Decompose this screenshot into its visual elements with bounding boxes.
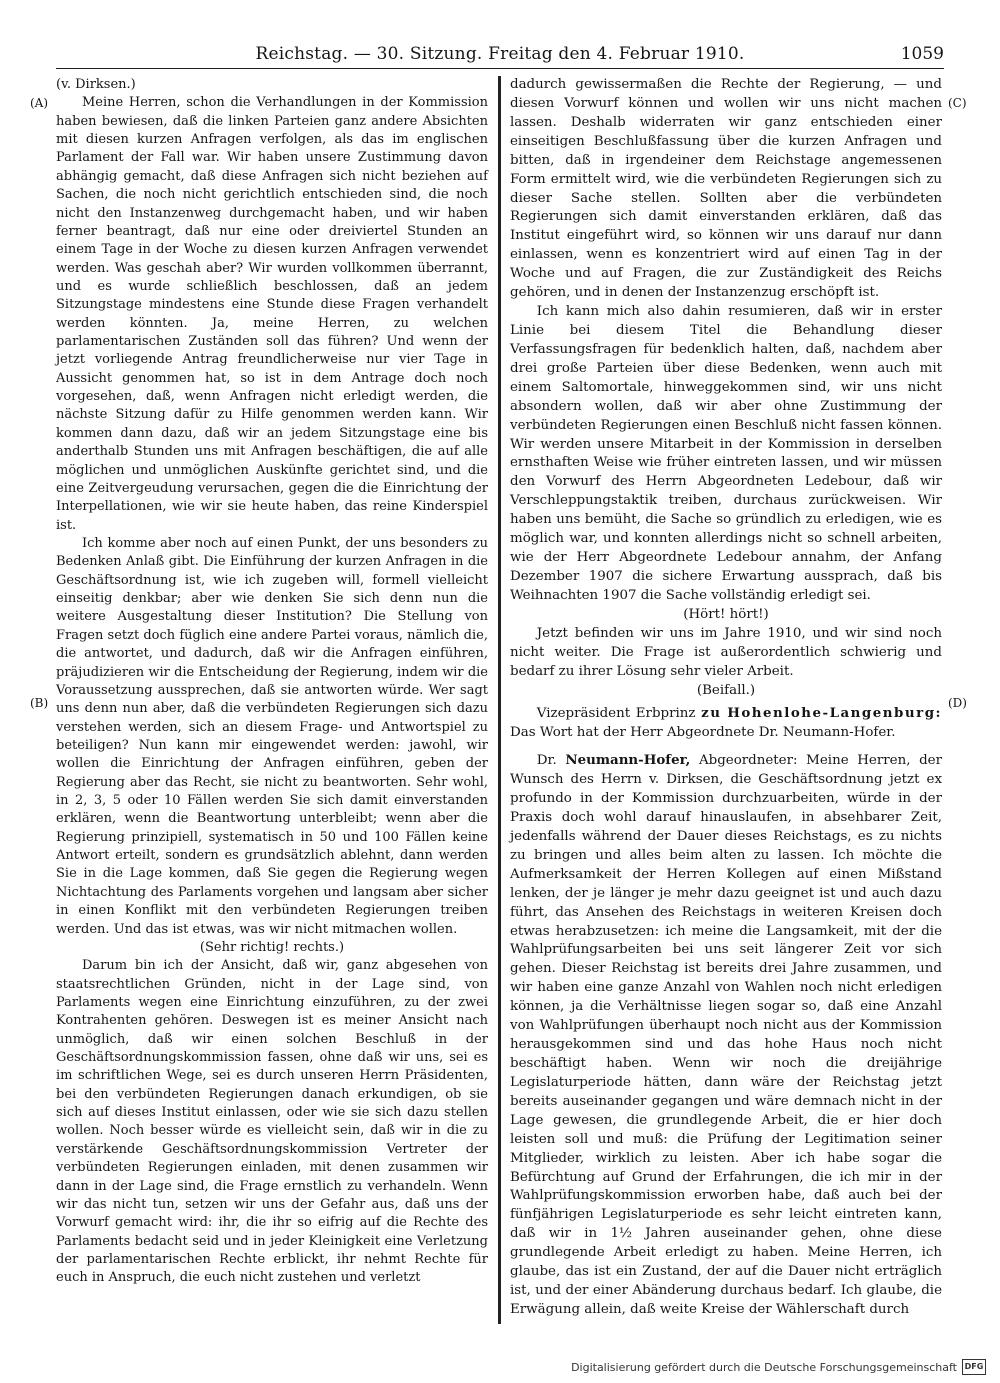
margin-label-c: (C) [948,96,967,110]
paragraph: dadurch gewissermaßen die Rechte der Regierung, — und diesen Vorwurf können und wollen wir uns nicht machen lassen. Deshalb widerraten wir ganz entschieden einer einseitigen Beschlußfassung über die kurzen Anfragen und bitten, daß in irgendeiner dem Reichstage angemessenen Form ermittelt wird, wie die verbündeten Regierungen sich zu dieser Sache stellen. Sollten aber die verbündeten Regierungen sich damit einverstanden erklären, daß das Institut eingeführt wird, so können wir uns darauf nur dann einlassen, wenn es konzentriert wird auf einen Tag in der Woche und auf Fragen, die zur Zuständigkeit des Reichs gehören, und in denen der Instanzenzug erschöpft ist. [510,77,942,301]
paragraph: Ich komme aber noch auf einen Punkt, der uns besonders zu Bedenken Anlaß gibt. Die Einführung der kurzen Anfragen in die Geschäftsordnung ist, wie ich zugeben will, formell vielleicht einseitig denkbar; aber wie denken Sie sich denn nun die weitere Ausgestaltung dieser Institution? Die Stellung von Fragen setzt doch füglich eine andere Partei voraus, nämlich die, die antwortet, und dadurch, daß wir die Anfragen einführen, präjudizieren wir die Entscheidung der Regierung, indem wir die Voraussetzung aussprechen, daß sie antworten würde. Wer sagt uns denn nun aber, daß die verbündeten Regierungen sich dazu verstehen werden, sich an diesem Frage- und Antwortspiel zu beteiligen? Nun kann mir eingewendet werden: jawohl, wir wollen die Einrichtung der Anfragen einführen, geben der Regierung aber das Recht, sie nicht zu beantworten. Sehr wohl, in 2, 3, 5 oder 10 Fällen werden Sie sich damit einverstanden erklären, wenn die Beantwortung unterbleibt; wenn aber die Regierung prinzipiell, systematisch in 50 und 100 Fällen keine Antwort erteilt, sondern es grundsätzlich ablehnt, dann werden Sie in die Lage kommen, daß Sie gegen die Regierung wegen Nichtachtung des Parlaments vorgehen und langsam aber sicher in einen Konflikt mit den verbündeten Regierungen treiben werden. Und das ist etwas, was wir nicht mitmachen wollen. [56,535,488,937]
interjection: (Hört! hört!) [683,606,769,622]
dfg-logo-icon: DFG [962,1359,986,1375]
paragraph: Jetzt befinden wir uns im Jahre 1910, und wir sind noch nicht weiter. Die Frage ist außerordentlich schwierig und bedarf zu ihrer Lösung sehr vieler Arbeit. [510,625,942,679]
interjection: (Beifall.) [696,682,756,698]
speaker-statement [510,751,942,1320]
vp-zu: zu [701,705,722,722]
running-title: Reichstag. — 30. Sitzung. Freitag den 4. Februar 1910. [255,44,745,64]
right-column [510,76,942,1328]
speaker-name: Neumann-Hofer, [565,752,691,769]
paragraph: Darum bin ich der Ansicht, daß wir, ganz abgesehen von staatsrechtlichen Gründen, nicht in der Lage sind, von Parlaments wegen eine Einrichtung einzuführen, zu der zwei Kontrahenten gehören. Deswegen ist es meiner Ansicht nach unmöglich, daß wir einen solchen Beschluß in der Geschäftsordnungskommission fassen, ohne daß wir uns, sei es im schriftlichen Wege, sei es durch unseren Herrn Präsidenten, bei den verbündeten Regierungen danach erkundigen, ob sie sich auf dieses Institut einlassen, oder wie sie sich dazu stellen wollen. Noch besser würde es vielleicht sein, daß wir in die zu verstärkende Geschäftsordnungskommission Vertreter der verbündeten Regierungen einladen, mit denen zusammen wir dann in der Lage sind, die Frage ernstlich zu verhandeln. Wenn wir das nicht tun, setzen wir uns der Gefahr aus, daß uns der Vorwurf gemacht wird: ihr, die ihr so eifrig auf die Rechte des Parlaments bedacht seid und in jeder Kleinigkeit eine Verletzung der parlamentarischen Rechte erblickt, ihr nehmt Rechte für euch in Anspruch, die euch nicht zustehen und verletzt [56,958,488,1286]
footer [571,1357,986,1377]
margin-label-a: (A) [30,96,49,110]
margin-label-d: (D) [948,696,967,710]
footer-text: Digitalisierung gefördert durch die Deutsche Forschungsgemeinschaft [571,1360,957,1374]
speaker-title: Dr. [536,753,557,769]
vice-president-statement [510,704,942,743]
interjection: (Sehr richtig! rechts.) [199,939,345,955]
column-divider [498,76,501,1324]
page-number: 1059 [900,44,944,64]
left-column [56,76,488,1328]
paragraph: Meine Herren, schon die Verhandlungen in der Kommission haben bewiesen, daß die linken Parteien ganz andere Absichten mit diesen kurzen Anfragen verfolgen, als das im englischen Parlament der Fall war. Wir haben unsere Zustimmung davon abhängig gemacht, daß diese Anfragen sich nicht beziehen auf Sachen, die noch nicht gerichtlich entschieden sind, die noch nicht den Instanzenweg durchgemacht haben, und wir haben ferner beantragt, daß nur eine oder dreiviertel Stunden an einem Tage in der Woche zu diesen kurzen Anfragen verwendet werden. Was geschah aber? Wir wurden vollkommen überrannt, und es wurde schließlich beschlossen, daß an jedem Sitzungstage mindestens eine Stunde diese Fragen verhandelt werden könnten. Ja, meine Herren, zu welchen parlamentarischen Zuständen soll das führen? Und wenn der jetzt vorliegende Antrag freundlicherweise nur vier Tage in Aussicht genommen hat, so ist in dem Antrage doch noch vorgesehen, daß, wenn Anfragen nicht erledigt werden, die nächste Sitzung dafür zu Hilfe genommen werden kann. Wir kommen dann dazu, daß wir an jedem Sitzungstage eine bis anderthalb Stunden uns mit Anfragen beschäftigen, die auf alle möglichen und unmöglichen Auskünfte gerichtet sind, und die eine Zeitvergeudung verursachen, gegen die die Einrichtung der Interpellationen, wie wir sie heute haben, das reine Kinderspiel ist. [56,95,488,533]
page-header [56,40,944,69]
vp-title: Vizepräsident Erbprinz [536,706,696,722]
margin-label-b: (B) [30,696,49,710]
speaker-text: Abgeordneter: Meine Herren, der Wunsch des Herrn v. Dirksen, die Geschäftsordnung jetzt ex profundo in der Kommission durchzuarbeiten, würde in der Praxis doch wohl darauf hinauslaufen, in absehbarer Zeit, jedenfalls während der Dauer dieses Reichstags, es zu nichts zu bringen und alles beim alten zu lassen. Ich möchte die Aufmerksamkeit der Herren Kollegen auf einen Mißstand lenken, der je länger je mehr dazu geeignet ist und auch dazu führt, das Ansehen des Reichstags in weiteren Kreisen doch etwas herabzusetzen: ich meine die Langsamkeit, mit der die Wahlprüfungsarbeiten bei uns seit längerer Zeit vor sich gehen. Dieser Reichstag ist bereits drei Jahre zusammen, und wir haben eine ganze Anzahl von Wahlen noch nicht erledigen können, ja die Verhältnisse liegen sogar so, daß eine Anzahl von Wahlprüfungen überhaupt noch nicht aus der Kommission herausgekommen sind und das hohe Haus noch nicht beschäftigt haben. Wenn wir noch die dreijährige Legislaturperiode hätten, dann wäre der Reichstag jetzt bereits auseinander gegangen und wäre demnach nicht in der Lage gewesen, die grundlegende Arbeit, die er hier doch leisten soll und muß: die Prüfung der Legitimation seiner Mitglieder, wirklich zu leisten. Aber ich habe sogar die Befürchtung auf Grund der Erfahrungen, die ich mir in der Wahlprüfungskommission erworben habe, daß auch bei der fünfjährigen Legislaturperiode es sehr leicht eintreten kann, daß wir in 1½ Jahren auseinander gehen, ohne diese grundlegende Arbeit erledigt zu haben. Meine Herren, ich glaube, das ist ein Zustand, der auf die Dauer nicht erträglich ist, und der einer Abänderung durchaus bedarf. Ich glaube, die Erwägung allein, daß weite Kreise der Wählerschaft durch [510,753,942,1317]
vp-text: Das Wort hat der Herr Abgeordnete Dr. Neumann-Hofer. [510,725,896,741]
vp-name: Hohenlohe-Langenburg: [727,705,942,722]
paragraph: Ich kann mich also dahin resumieren, daß wir in erster Linie bei diesem Titel die Behandlung dieser Verfassungsfragen für bedenklich halten, daß, nachdem aber drei große Parteien über diese Bedenken, wenn auch mit einem Saltomortale, hinweggekommen sind, wir uns nicht absondern wollen, daß wir aber ohne Zustimmung der verbündeten Regierungen einen Beschluß nicht fassen können. Wir werden unsere Mitarbeit in der Kommission in derselben ernsthaften Weise wie früher eintreten lassen, und wir müssen den Vorwurf des Herrn Abgeordneten Ledebour, daß wir Verschleppungstaktik treiben, durchaus zurückweisen. Wir haben uns bemüht, die Sache so gründlich zu erledigen, wie es möglich war, und konnten allerdings nicht so schnell arbeiten, wie der Herr Abgeordnete Ledebour annahm, der Anfang Dezember 1907 die sichere Erwartung aussprach, daß bis Weihnachten 1907 die Sache vollständig erledigt sei. [510,304,942,603]
speaker-tag: (v. Dirksen.) [56,77,136,92]
